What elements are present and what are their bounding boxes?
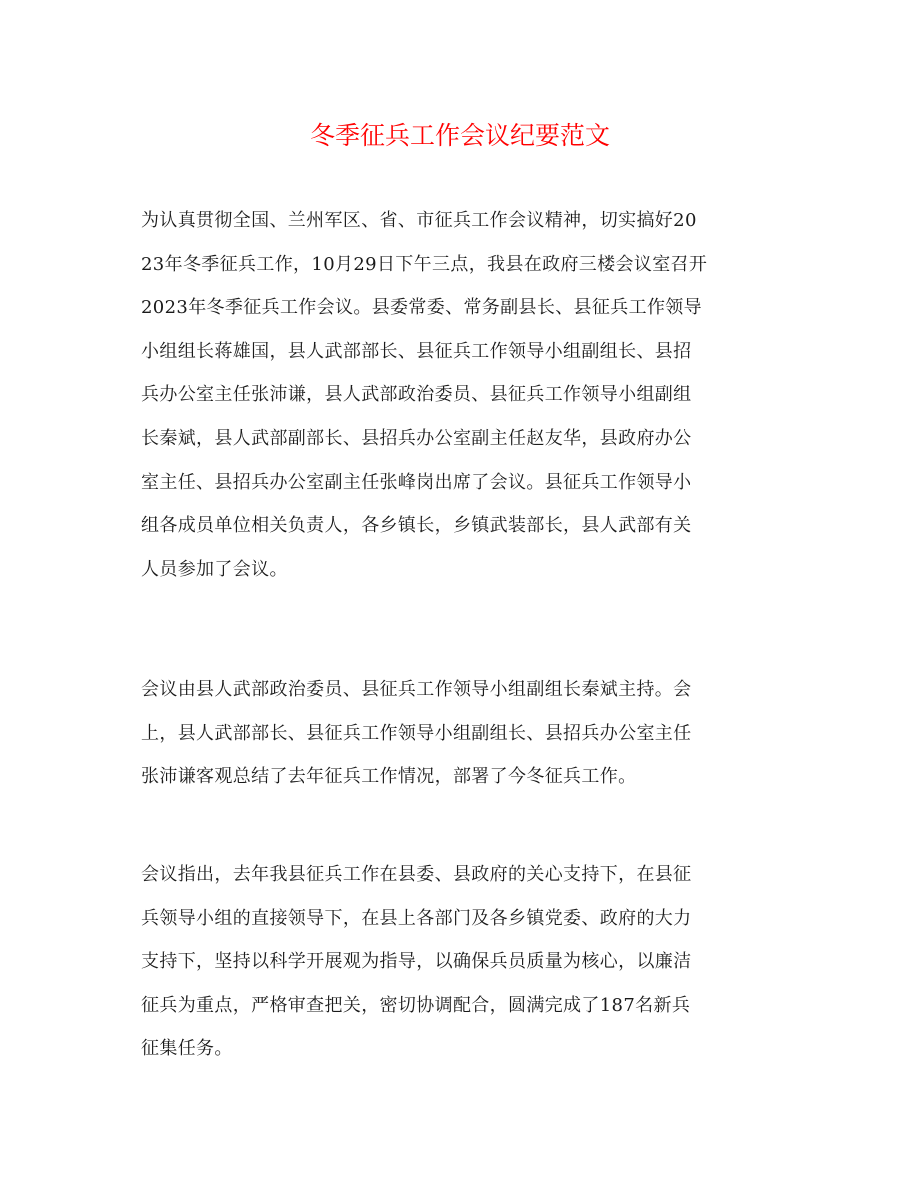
paragraph-line: 兵领导小组的直接领导下，在县上各部门及各乡镇党委、政府的大力 [141,907,692,929]
paragraph-line: 人员参加了会议。 [141,558,288,580]
paragraph-line: 为认真贯彻全国、兰州军区、省、市征兵工作会议精神，切实搞好20 [141,210,697,231]
document-title: 冬季征兵工作会议纪要范文 [309,121,610,150]
paragraph-line: 长秦斌，县人武部副部长、县招兵办公室副主任赵友华，县政府办公 [141,427,692,449]
paragraph-line: 2023年冬季征兵工作会议。县委常委、常务副县长、县征兵工作领导 [141,297,703,319]
paragraph-line: 上，县人武部部长、县征兵工作领导小组副组长、县招兵办公室主任 [141,722,692,744]
paragraph-line: 23年冬季征兵工作，10月29日下午三点，我县在政府三楼会议室召开 [141,253,708,275]
paragraph-line: 组各成员单位相关负责人，各乡镇长，乡镇武装部长，县人武部有关 [141,515,692,537]
paragraph-line: 室主任、县招兵办公室副主任张峰岗出席了会议。县征兵工作领导小 [141,471,692,493]
paragraph-line: 征兵为重点，严格审查把关，密切协调配合，圆满完成了187名新兵 [141,994,691,1016]
paragraph-line: 征集任务。 [141,1038,233,1060]
paragraph-line: 会议由县人武部政治委员、县征兵工作领导小组副组长秦斌主持。会 [141,679,692,700]
paragraph-line: 会议指出，去年我县征兵工作在县委、县政府的关心支持下，在县征 [141,864,692,885]
paragraph-line: 兵办公室主任张沛谦，县人武部政治委员、县征兵工作领导小组副组 [141,384,692,406]
paragraph-line: 支持下，坚持以科学开展观为指导，以确保兵员质量为核心，以廉洁 [141,951,692,973]
paragraph-3 [141,853,781,1071]
paragraph-line: 张沛谦客观总结了去年征兵工作情况，部署了今冬征兵工作。 [141,766,637,788]
paragraph-line: 小组组长蒋雄国，县人武部部长、县征兵工作领导小组副组长、县招 [141,340,692,362]
paragraph-2 [141,668,781,799]
paragraph-1 [141,199,781,591]
